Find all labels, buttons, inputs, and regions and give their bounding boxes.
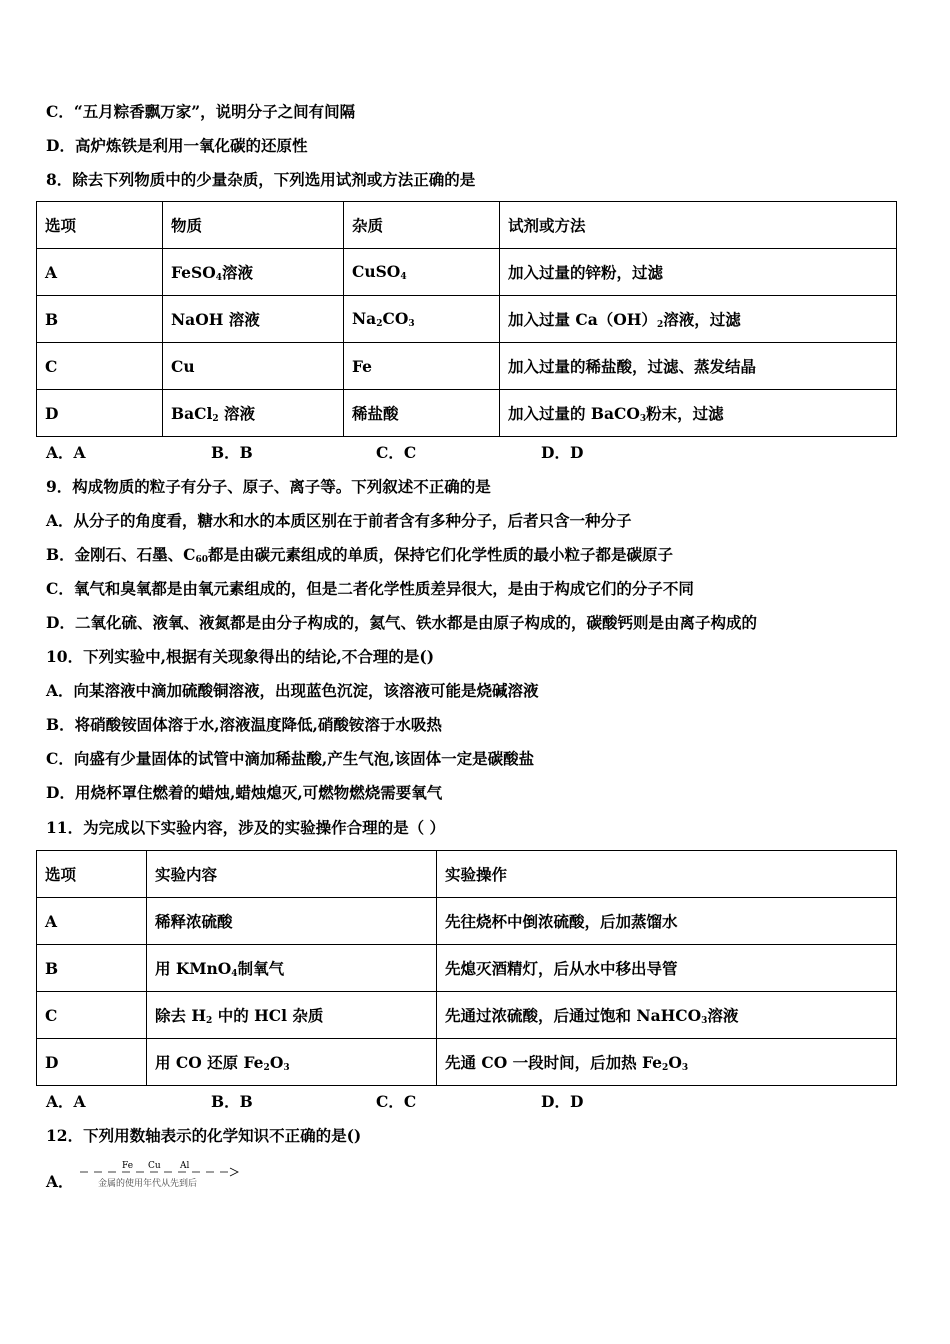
method-cell: 加入过量的 BaCO$_3$粉末，过滤 bbox=[500, 390, 897, 437]
table-header: 选项 bbox=[37, 851, 147, 898]
substance-cell: FeSO$_4$溶液 bbox=[163, 249, 344, 296]
q10-option-d: D．用烧杯罩住燃着的蜡烛,蜡烛熄灭,可燃物燃烧需要氧气 bbox=[46, 783, 443, 802]
option-cell: A bbox=[37, 249, 163, 296]
content-cell: 稀释浓硫酸 bbox=[147, 898, 437, 945]
answer-d: D．D bbox=[541, 443, 584, 462]
impurity-cell: 稀盐酸 bbox=[344, 390, 500, 437]
substance-cell: Cu bbox=[163, 343, 344, 390]
q7-option-c: C．“五月粽香飘万家”，说明分子之间有间隔 bbox=[46, 102, 356, 121]
option-cell: D bbox=[37, 1039, 147, 1086]
table-row bbox=[37, 898, 897, 945]
axis-label-fe: Fe bbox=[122, 1161, 134, 1171]
method-cell: 加入过量的锌粉，过滤 bbox=[500, 249, 897, 296]
answer-c: C．C bbox=[376, 1092, 417, 1111]
impurity-cell: $Na_2CO_3$ bbox=[344, 296, 500, 343]
answer-b: B．B bbox=[211, 1092, 253, 1111]
question-11: 11．为完成以下实验内容，涉及的实验操作合理的是（ ） bbox=[46, 818, 445, 837]
option-cell: C bbox=[37, 992, 147, 1039]
answers-q11 bbox=[46, 1092, 706, 1112]
table-header: 实验内容 bbox=[147, 851, 437, 898]
method-cell: 加入过量的稀盐酸，过滤、蒸发结晶 bbox=[500, 343, 897, 390]
axis-label-cu: Cu bbox=[148, 1161, 161, 1171]
table-row bbox=[37, 1039, 897, 1086]
option-cell: C bbox=[37, 343, 163, 390]
operation-cell: 先通过浓硫酸，后通过饱和 NaHCO$_3$溶液 bbox=[437, 992, 897, 1039]
table-row bbox=[37, 249, 897, 296]
content-cell: 除去 $H_2$ 中的 HCl 杂质 bbox=[147, 992, 437, 1039]
answer-a: A．A bbox=[46, 1092, 86, 1111]
table-row bbox=[37, 390, 897, 437]
axis-arrow bbox=[230, 1168, 238, 1176]
option-cell: B bbox=[37, 945, 147, 992]
content-cell: 用 KMnO$_4$制氧气 bbox=[147, 945, 437, 992]
q7-option-d: D．高炉炼铁是利用一氧化碳的还原性 bbox=[46, 136, 308, 155]
axis-caption: 金属的使用年代从先到后 bbox=[98, 1179, 198, 1189]
q9-option-b: B．金刚石、石墨、$C_{60}$都是由碳元素组成的单质，保持它们化学性质的最小粒子都是碳原子 bbox=[46, 545, 673, 565]
table-header: 试剂或方法 bbox=[500, 202, 897, 249]
content-cell: 用 CO 还原 $Fe_2O_3$ bbox=[147, 1039, 437, 1086]
q10-option-a: A．向某溶液中滴加硫酸铜溶液，出现蓝色沉淀，该溶液可能是烧碱溶液 bbox=[46, 681, 539, 700]
substance-cell: NaOH 溶液 bbox=[163, 296, 344, 343]
operation-cell: 先往烧杯中倒浓硫酸，后加蒸馏水 bbox=[437, 898, 897, 945]
question-8: 8．除去下列物质中的少量杂质，下列选用试剂或方法正确的是 bbox=[46, 170, 476, 189]
table-header: 杂质 bbox=[344, 202, 500, 249]
option-cell: D bbox=[37, 390, 163, 437]
table-header: 物质 bbox=[163, 202, 344, 249]
axis-label-al: Al bbox=[180, 1161, 190, 1171]
table-row bbox=[37, 202, 897, 249]
answer-d: D．D bbox=[541, 1092, 584, 1111]
table-header: 实验操作 bbox=[437, 851, 897, 898]
impurity-cell: Fe bbox=[344, 343, 500, 390]
operation-cell: 先熄灭酒精灯，后从水中移出导管 bbox=[437, 945, 897, 992]
q9-option-c: C．氧气和臭氧都是由氧元素组成的，但是二者化学性质差异很大，是由于构成它们的分子不同 bbox=[46, 579, 694, 598]
table-row bbox=[37, 945, 897, 992]
operation-cell: 先通 CO 一段时间，后加热 $Fe_2O_3$ bbox=[437, 1039, 897, 1086]
q9-option-d: D．二氧化硫、液氧、液氮都是由分子构成的，氦气、铁水都是由原子构成的，碳酸钙则是由离子构成的 bbox=[46, 613, 757, 632]
method-cell: 加入过量 $Ca(OH)_2$溶液，过滤 bbox=[500, 296, 897, 343]
table-q11 bbox=[36, 850, 897, 1086]
table-row bbox=[37, 992, 897, 1039]
question-10: 10．下列实验中,根据有关现象得出的结论,不合理的是() bbox=[46, 647, 435, 666]
option-cell: B bbox=[37, 296, 163, 343]
table-row bbox=[37, 851, 897, 898]
q9-option-a: A．从分子的角度看，糖水和水的本质区别在于前者含有多种分子，后者只含一种分子 bbox=[46, 511, 632, 530]
question-12: 12．下列用数轴表示的化学知识不正确的是() bbox=[46, 1126, 362, 1145]
impurity-cell: CuSO$_4$ bbox=[344, 249, 500, 296]
table-row bbox=[37, 296, 897, 343]
substance-cell: BaCl$_2$ 溶液 bbox=[163, 390, 344, 437]
number-axis bbox=[80, 1158, 250, 1194]
question-9: 9．构成物质的粒子有分子、原子、离子等。下列叙述不正确的是 bbox=[46, 477, 491, 496]
answers-q8 bbox=[46, 443, 706, 463]
answer-c: C．C bbox=[376, 443, 417, 462]
q12-option-a-label: A． bbox=[46, 1172, 74, 1191]
q10-option-c: C．向盛有少量固体的试管中滴加稀盐酸,产生气泡,该固体一定是碳酸盐 bbox=[46, 749, 535, 768]
table-q8 bbox=[36, 201, 897, 437]
table-row bbox=[37, 343, 897, 390]
table-header: 选项 bbox=[37, 202, 163, 249]
answer-a: A．A bbox=[46, 443, 86, 462]
q10-option-b: B．将硝酸铵固体溶于水,溶液温度降低,硝酸铵溶于水吸热 bbox=[46, 715, 442, 734]
option-cell: A bbox=[37, 898, 147, 945]
answer-b: B．B bbox=[211, 443, 253, 462]
